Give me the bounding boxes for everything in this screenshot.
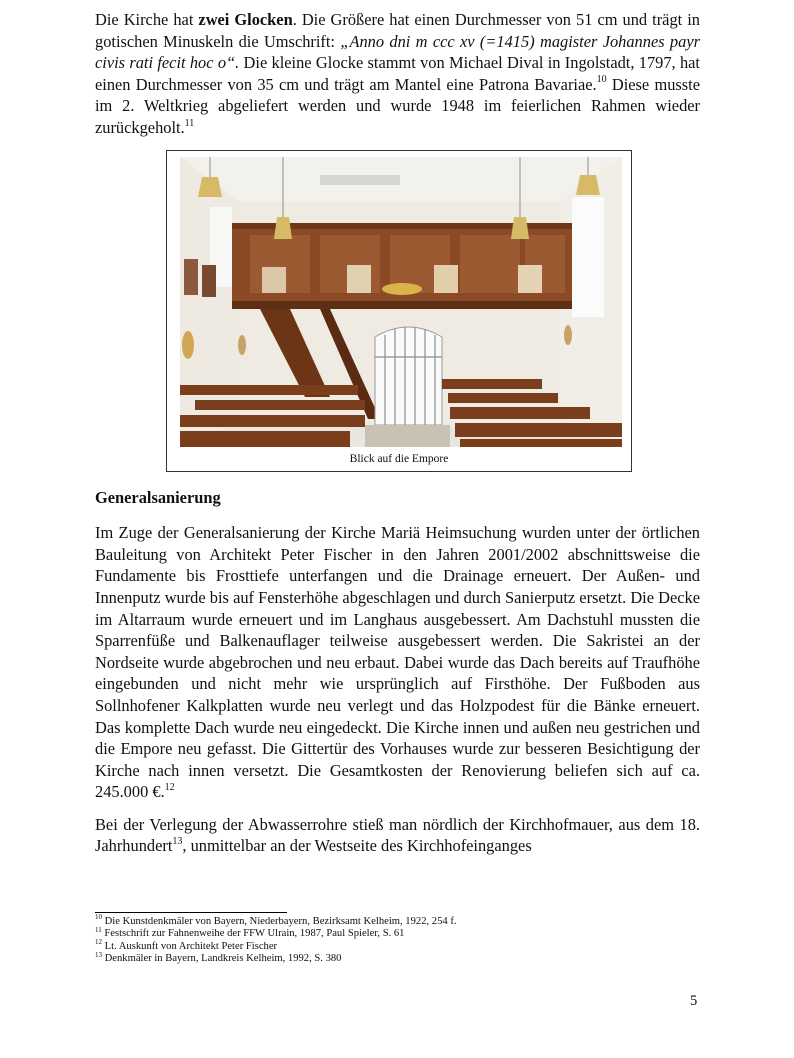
footnote-text: Festschrift zur Fahnenweihe der FFW Ulrain, 1987, Paul Spieler, S. 61 (101, 928, 405, 940)
sewer-paragraph (95, 814, 700, 857)
footnote-12 (95, 938, 700, 953)
sewer-text-2: , unmittelbar an der Westseite des Kirchhofeinganges (182, 836, 532, 856)
footnote-number: 11 (95, 925, 102, 934)
renovation-paragraph (95, 522, 700, 803)
footnote-ref-10[interactable]: 10 (596, 74, 607, 86)
figure-frame (166, 150, 632, 472)
intro-bold: zwei Glocken (198, 10, 293, 29)
page-body (95, 9, 700, 857)
footnote-10 (95, 913, 700, 928)
church-interior-photo (180, 157, 622, 447)
intro-text-2: . Die Größere hat einen Durchmesser von 51 cm und trägt in gotischen Minuskeln die Umschrift: (95, 10, 700, 51)
footnote-number: 10 (95, 913, 102, 922)
footnote-number: 12 (95, 938, 102, 947)
figure-caption: Blick auf die Empore (349, 452, 449, 465)
footnote-ref-11[interactable]: 11 (184, 117, 195, 129)
footnote-text: Lt. Auskunft von Architekt Peter Fischer (102, 940, 278, 952)
intro-paragraph (95, 9, 700, 139)
footnote-13 (95, 950, 700, 965)
footnote-ref-12[interactable]: 12 (164, 781, 175, 793)
intro-text-3: Die kleine Glocke stammt von Michael Dival in Ingolstadt, 1797, hat einen Durchmesser von 35 cm und trägt am Mantel eine Patrona Bavariae. (95, 53, 700, 94)
footnote-text: Die Kunstdenkmäler von Bayern, Niederbayern, Bezirksamt Kelheim, 1922, 254 f. (102, 916, 457, 927)
renovation-text: Im Zuge der Generalsanierung der Kirche Mariä Heimsuchung wurden unter der örtlichen Bauleitung von Architekt Peter Fischer in den Jahren 2001/2002 abschnittsweise die Fundamente bis Frosttiefe unterfangen und die Drainage erneuert. Der Außen- und Innenputz wurde bis auf Fensterhöhe abgeschlagen und durch Sanierputz ersetzt. Die Decke im Altarraum wurde erneuert und im Langhaus ausgebessert. Am Dachstuhl mussten die Sparrenfüße und Balkenauflager teilweise ausgebessert werden. Die Sakristei an der Nordseite wurde abgebrochen und neu erbaut. Dabei wurde das Dach bereits auf Traufhöhe eingebunden und nicht mehr wie ursprünglich auf Firsthöhe. Der Fußboden aus Sollnhofener Kalkplatten wurde neu verlegt und das Holzpodest für die Bänke erneuert. Das komplette Dach wurde neu eingedeckt. Die Kirche innen und außen neu gestrichen und die Empore neu gefasst. Die Gittertür des Vorhauses wurde zur besseren Besichtigung der Kirche nach innen versetzt. Die Gesamtkosten der Renovierung beliefen sich auf ca. 245.000 €. (95, 523, 700, 802)
footnote-text: Denkmäler in Bayern, Landkreis Kelheim, 1992, S. 380 (102, 953, 342, 965)
footnote-ref-13[interactable]: 13 (172, 836, 183, 847)
section-heading: Generalsanierung (95, 487, 221, 507)
intro-text-4: Diese musste im 2. Weltkrieg abgeliefert werden und wurde 1948 im feierlichen Rahmen wieder zurückgeholt. (95, 74, 700, 137)
page-number: 5 (690, 993, 698, 1009)
intro-italic-inscription: „Anno dni m ccc xv (=1415) magister Johannes payr civis rati fecit hoc o“. (95, 31, 700, 73)
footnotes (95, 912, 700, 966)
footnote-number: 13 (95, 950, 102, 959)
footnote-divider (95, 912, 287, 913)
footnote-11 (95, 925, 700, 940)
sewer-text-1: Bei der Verlegung der Abwasserrohre stieß man nördlich der Kirchhofmauer, aus dem 18. Jahrhundert (95, 814, 700, 856)
intro-text-1: Die Kirche hat (95, 10, 199, 29)
